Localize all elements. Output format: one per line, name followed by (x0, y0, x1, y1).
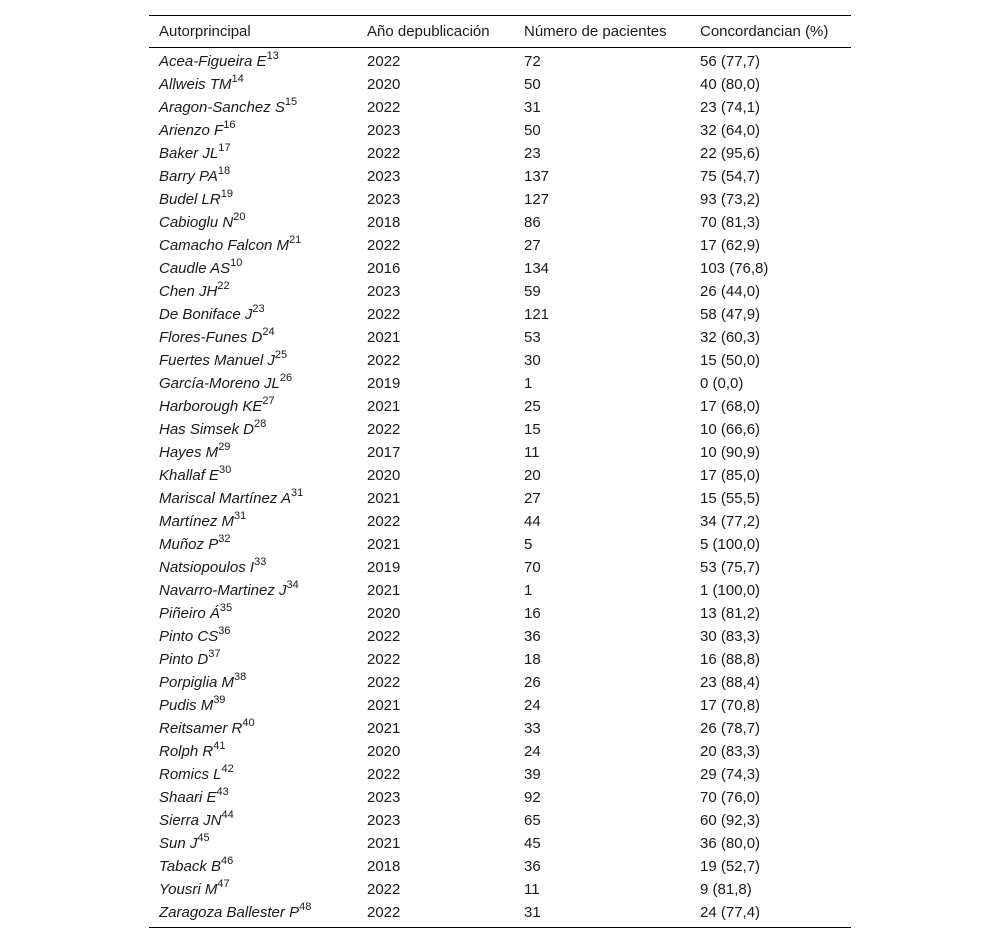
table-row (149, 625, 851, 648)
author-name: Muñoz P (159, 536, 219, 553)
reference-number: 16 (223, 119, 236, 131)
cell-author (149, 878, 357, 901)
cell-patients: 16 (524, 605, 541, 622)
author-name: Baker JL (159, 145, 219, 162)
header-concordance: Concordancian (%) (700, 23, 829, 40)
table-row (149, 694, 851, 717)
cell-author (149, 303, 357, 326)
cell-author (149, 625, 357, 648)
cell-year: 2022 (367, 628, 401, 645)
author-name: Barry PA (159, 168, 218, 185)
cell-patients: 1 (524, 582, 533, 599)
cell-patients: 24 (524, 697, 541, 714)
cell-author (149, 372, 357, 395)
cell-year: 2022 (367, 145, 401, 162)
cell-author (149, 73, 357, 96)
cell-year: 2019 (367, 375, 401, 392)
cell-concordance: 93 (73,2) (700, 191, 761, 208)
cell-patients: 1 (524, 375, 533, 392)
cell-patients: 24 (524, 743, 541, 760)
author-name: Piñeiro Á (159, 605, 220, 622)
cell-patients: 20 (524, 467, 541, 484)
cell-year: 2022 (367, 881, 401, 898)
cell-author (149, 464, 357, 487)
cell-concordance: 30 (83,3) (700, 628, 761, 645)
cell-year: 2021 (367, 697, 401, 714)
author-name: Navarro-Martinez J (159, 582, 287, 599)
author-name: Romics L (159, 766, 222, 783)
author-name: Mariscal Martínez A (159, 490, 291, 507)
reference-number: 27 (262, 395, 275, 407)
table-row (149, 763, 851, 786)
cell-concordance: 9 (81,8) (700, 881, 752, 898)
cell-year: 2016 (367, 260, 401, 277)
cell-year: 2023 (367, 812, 401, 829)
table-row (149, 142, 851, 165)
author-name: Cabioglu N (159, 214, 234, 231)
cell-patients: 134 (524, 260, 550, 277)
author-name: Camacho Falcon M (159, 237, 290, 254)
author-name: Fuertes Manuel J (159, 352, 275, 369)
header-author: Autorprincipal (159, 23, 251, 40)
reference-number: 39 (213, 694, 226, 706)
cell-patients: 27 (524, 237, 541, 254)
cell-year: 2022 (367, 53, 401, 70)
cell-patients: 70 (524, 559, 541, 576)
cell-year: 2022 (367, 352, 401, 369)
cell-year: 2022 (367, 306, 401, 323)
cell-year: 2023 (367, 122, 401, 139)
cell-patients: 50 (524, 122, 541, 139)
cell-patients: 92 (524, 789, 541, 806)
cell-year: 2023 (367, 283, 401, 300)
cell-concordance: 17 (85,0) (700, 467, 761, 484)
cell-concordance: 23 (88,4) (700, 674, 761, 691)
author-name: Hayes M (159, 444, 219, 461)
cell-patients: 59 (524, 283, 541, 300)
reference-number: 24 (262, 326, 275, 338)
reference-number: 15 (284, 96, 298, 108)
cell-author (149, 165, 357, 188)
cell-concordance: 70 (76,0) (700, 789, 761, 806)
cell-concordance: 17 (62,9) (700, 237, 761, 254)
table-row (149, 855, 851, 878)
reference-number: 41 (213, 740, 226, 752)
reference-number: 31 (290, 487, 304, 499)
table-row (149, 349, 851, 372)
cell-concordance: 26 (44,0) (700, 283, 761, 300)
cell-year: 2022 (367, 513, 401, 530)
cell-concordance: 53 (75,7) (700, 559, 761, 576)
cell-patients: 26 (524, 674, 541, 691)
cell-author (149, 901, 357, 928)
cell-year: 2021 (367, 398, 401, 415)
table-row (149, 96, 851, 119)
reference-number: 14 (231, 73, 244, 85)
cell-year: 2021 (367, 835, 401, 852)
reference-number: 32 (218, 533, 231, 545)
reference-number: 23 (252, 303, 265, 315)
author-name: Pinto CS (159, 628, 219, 645)
cell-author (149, 280, 357, 303)
cell-author (149, 533, 357, 556)
table-row (149, 234, 851, 257)
cell-concordance: 0 (0,0) (700, 375, 744, 392)
cell-author (149, 326, 357, 349)
author-name: Zaragoza Ballester P (159, 904, 300, 921)
cell-concordance: 22 (95,6) (700, 145, 761, 162)
author-name: Shaari E (159, 789, 217, 806)
cell-concordance: 15 (50,0) (700, 352, 761, 369)
table-row (149, 73, 851, 96)
cell-author (149, 142, 357, 165)
author-name: García-Moreno JL (159, 375, 280, 392)
cell-patients: 127 (524, 191, 550, 208)
cell-patients: 53 (524, 329, 541, 346)
cell-concordance: 23 (74,1) (700, 99, 761, 116)
cell-patients: 44 (524, 513, 541, 530)
cell-concordance: 36 (80,0) (700, 835, 761, 852)
reference-number: 10 (230, 257, 243, 269)
reference-number: 33 (254, 556, 267, 568)
author-name: Sun J (159, 835, 198, 852)
cell-year: 2022 (367, 651, 401, 668)
cell-author (149, 349, 357, 372)
cell-concordance: 24 (77,4) (700, 904, 761, 921)
table-row (149, 211, 851, 234)
reference-number: 20 (233, 211, 246, 223)
cell-author (149, 96, 357, 119)
reference-number: 35 (219, 602, 233, 614)
author-name: Acea-Figueira E (159, 53, 267, 70)
header-row (149, 16, 851, 48)
studies-table (149, 15, 851, 928)
reference-number: 18 (217, 165, 231, 177)
cell-author (149, 694, 357, 717)
author-name: Yousri M (159, 881, 218, 898)
author-name: Taback B (159, 858, 221, 875)
cell-year: 2022 (367, 904, 401, 921)
cell-year: 2022 (367, 421, 401, 438)
reference-number: 44 (221, 809, 234, 821)
cell-author (149, 786, 357, 809)
cell-year: 2023 (367, 168, 401, 185)
cell-author (149, 234, 357, 257)
cell-concordance: 75 (54,7) (700, 168, 761, 185)
reference-number: 38 (234, 671, 247, 683)
author-name: Harborough KE (159, 398, 263, 415)
author-name: Allweis TM (159, 76, 232, 93)
table-row (149, 602, 851, 625)
table-row (149, 510, 851, 533)
cell-author (149, 809, 357, 832)
table-row (149, 579, 851, 602)
cell-year: 2023 (367, 789, 401, 806)
author-name: Khallaf E (159, 467, 220, 484)
cell-patients: 33 (524, 720, 541, 737)
cell-year: 2023 (367, 191, 401, 208)
cell-author (149, 211, 357, 234)
table-row (149, 418, 851, 441)
cell-patients: 121 (524, 306, 550, 323)
table-body (149, 48, 851, 928)
author-name: Reitsamer R (159, 720, 243, 737)
cell-author (149, 441, 357, 464)
reference-number: 30 (219, 464, 232, 476)
table-row (149, 119, 851, 142)
reference-number: 29 (218, 441, 231, 453)
author-name: Has Simsek D (159, 421, 255, 438)
table-row (149, 717, 851, 740)
cell-year: 2020 (367, 467, 401, 484)
cell-author (149, 487, 357, 510)
cell-patients: 18 (524, 651, 541, 668)
cell-patients: 11 (524, 881, 540, 898)
cell-year: 2021 (367, 536, 401, 553)
header-patients: Número de pacientes (524, 23, 667, 40)
cell-concordance: 1 (100,0) (700, 582, 761, 599)
reference-number: 25 (274, 349, 288, 361)
author-name: Rolph R (159, 743, 214, 760)
cell-concordance: 40 (80,0) (700, 76, 761, 93)
author-name: Natsiopoulos I (159, 559, 255, 576)
reference-number: 17 (218, 142, 231, 154)
cell-patients: 11 (524, 444, 540, 461)
cell-patients: 25 (524, 398, 541, 415)
cell-concordance: 13 (81,2) (700, 605, 761, 622)
cell-author (149, 579, 357, 602)
author-name: Caudle AS (159, 260, 231, 277)
cell-concordance: 17 (70,8) (700, 697, 761, 714)
author-name: Martínez M (159, 513, 235, 530)
cell-author (149, 418, 357, 441)
table-row (149, 556, 851, 579)
table-row (149, 648, 851, 671)
cell-patients: 65 (524, 812, 541, 829)
author-name: Pudis M (159, 697, 214, 714)
cell-year: 2017 (367, 444, 401, 461)
table-row (149, 303, 851, 326)
reference-number: 46 (221, 855, 234, 867)
cell-concordance: 10 (66,6) (700, 421, 761, 438)
reference-number: 13 (266, 50, 279, 62)
reference-number: 34 (286, 579, 299, 591)
cell-patients: 36 (524, 858, 541, 875)
cell-author (149, 395, 357, 418)
reference-number: 40 (242, 717, 255, 729)
table-row (149, 740, 851, 763)
author-name: Chen JH (159, 283, 218, 300)
cell-author (149, 510, 357, 533)
cell-patients: 5 (524, 536, 533, 553)
cell-year: 2020 (367, 743, 401, 760)
cell-concordance: 58 (47,9) (700, 306, 761, 323)
cell-patients: 72 (524, 53, 541, 70)
cell-author (149, 48, 357, 74)
cell-concordance: 60 (92,3) (700, 812, 761, 829)
cell-patients: 23 (524, 145, 541, 162)
author-name: Porpiglia M (159, 674, 235, 691)
table-row (149, 809, 851, 832)
cell-year: 2018 (367, 858, 401, 875)
cell-year: 2020 (367, 76, 401, 93)
reference-number: 26 (279, 372, 293, 384)
cell-concordance: 26 (78,7) (700, 720, 761, 737)
cell-author (149, 763, 357, 786)
author-name: Sierra JN (159, 812, 222, 829)
cell-concordance: 5 (100,0) (700, 536, 761, 553)
author-name: Arienzo F (159, 122, 224, 139)
cell-concordance: 32 (60,3) (700, 329, 761, 346)
reference-number: 21 (289, 234, 302, 246)
cell-year: 2019 (367, 559, 401, 576)
cell-year: 2022 (367, 237, 401, 254)
cell-concordance: 15 (55,5) (700, 490, 761, 507)
cell-concordance: 103 (76,8) (700, 260, 769, 277)
cell-year: 2021 (367, 329, 401, 346)
cell-patients: 31 (524, 99, 541, 116)
reference-number: 31 (234, 510, 247, 522)
author-name: De Boniface J (159, 306, 253, 323)
table-row (149, 786, 851, 809)
table-row (149, 257, 851, 280)
cell-year: 2022 (367, 674, 401, 691)
author-name: Budel LR (159, 191, 221, 208)
studies-table-container (149, 15, 851, 928)
cell-patients: 36 (524, 628, 541, 645)
table-row (149, 188, 851, 211)
cell-concordance: 16 (88,8) (700, 651, 761, 668)
table-row (149, 372, 851, 395)
table-row (149, 48, 851, 74)
cell-concordance: 10 (90,9) (700, 444, 761, 461)
cell-year: 2021 (367, 582, 401, 599)
cell-patients: 27 (524, 490, 541, 507)
cell-year: 2021 (367, 720, 401, 737)
cell-concordance: 70 (81,3) (700, 214, 761, 231)
cell-patients: 45 (524, 835, 541, 852)
table-row (149, 441, 851, 464)
cell-concordance: 20 (83,3) (700, 743, 761, 760)
cell-author (149, 188, 357, 211)
header-year: Año depublicación (367, 23, 490, 40)
cell-author (149, 257, 357, 280)
cell-author (149, 671, 357, 694)
cell-concordance: 29 (74,3) (700, 766, 761, 783)
cell-concordance: 19 (52,7) (700, 858, 761, 875)
cell-author (149, 717, 357, 740)
cell-patients: 50 (524, 76, 541, 93)
cell-author (149, 855, 357, 878)
table-row (149, 395, 851, 418)
table-row (149, 487, 851, 510)
cell-author (149, 648, 357, 671)
cell-author (149, 556, 357, 579)
cell-patients: 137 (524, 168, 550, 185)
cell-author (149, 740, 357, 763)
reference-number: 42 (221, 763, 234, 775)
reference-number: 22 (217, 280, 230, 292)
table-row (149, 165, 851, 188)
table-row (149, 671, 851, 694)
reference-number: 36 (218, 625, 231, 637)
cell-year: 2020 (367, 605, 401, 622)
cell-year: 2021 (367, 490, 401, 507)
author-name: Pinto D (159, 651, 209, 668)
reference-number: 47 (217, 878, 230, 890)
table-row (149, 280, 851, 303)
table-row (149, 326, 851, 349)
cell-concordance: 34 (77,2) (700, 513, 761, 530)
cell-year: 2018 (367, 214, 401, 231)
cell-concordance: 32 (64,0) (700, 122, 761, 139)
reference-number: 48 (299, 901, 312, 913)
cell-year: 2022 (367, 766, 401, 783)
cell-author (149, 119, 357, 142)
cell-patients: 39 (524, 766, 541, 783)
cell-concordance: 56 (77,7) (700, 53, 761, 70)
cell-patients: 15 (524, 421, 541, 438)
cell-year: 2022 (367, 99, 401, 116)
cell-concordance: 17 (68,0) (700, 398, 761, 415)
cell-author (149, 832, 357, 855)
cell-patients: 30 (524, 352, 541, 369)
reference-number: 43 (216, 786, 229, 798)
reference-number: 19 (220, 188, 233, 200)
reference-number: 37 (208, 648, 221, 660)
table-row (149, 533, 851, 556)
table-row (149, 901, 851, 928)
table-row (149, 464, 851, 487)
cell-patients: 31 (524, 904, 541, 921)
author-name: Aragon-Sanchez S (159, 99, 285, 116)
reference-number: 45 (197, 832, 210, 844)
cell-author (149, 602, 357, 625)
cell-patients: 86 (524, 214, 541, 231)
reference-number: 28 (254, 418, 267, 430)
table-header (149, 16, 851, 48)
author-name: Flores-Funes D (159, 329, 263, 346)
table-row (149, 878, 851, 901)
table-row (149, 832, 851, 855)
